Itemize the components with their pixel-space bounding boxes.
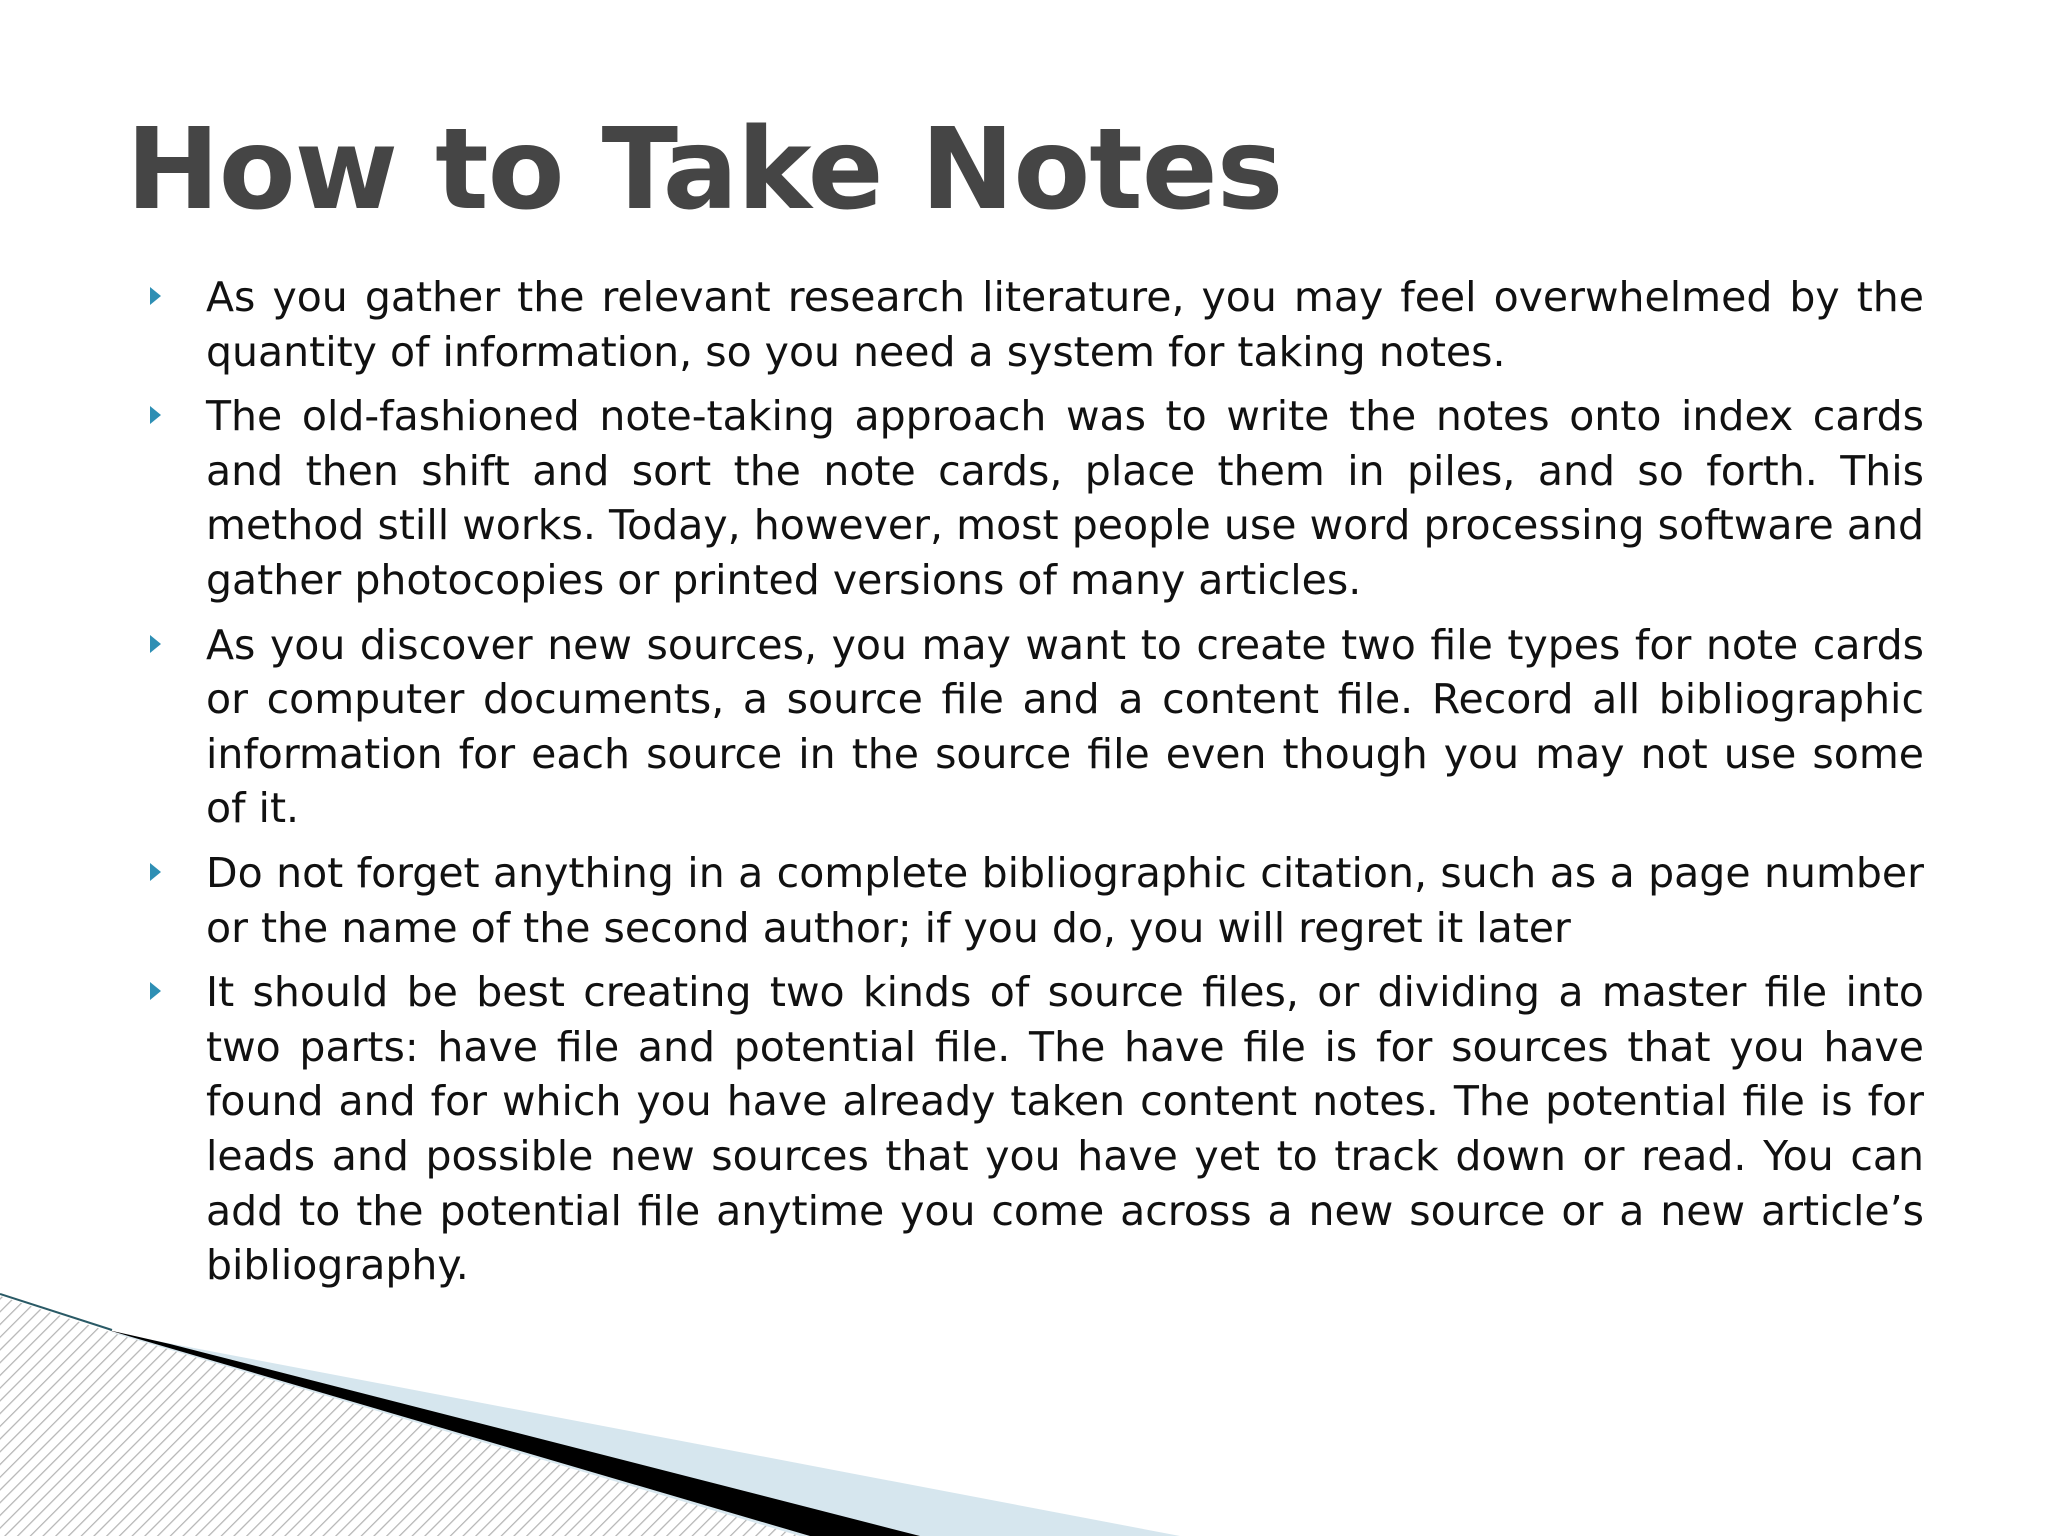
triangle-bullet-icon <box>150 982 161 1000</box>
triangle-bullet-icon <box>150 406 161 424</box>
bullet-item <box>140 846 1924 955</box>
bullet-text: As you gather the relevant research literature, you may feel overwhelmed by the quantity of information, so you need a system for taking notes. <box>206 273 1924 376</box>
triangle-bullet-icon <box>150 635 161 653</box>
bullet-text: Do not forget anything in a complete bibliographic citation, such as a page number or the name of the second author; if you do, you will regret it later <box>206 848 1924 952</box>
triangle-bullet-icon <box>150 287 161 305</box>
bullet-text: It should be best creating two kinds of source files, or dividing a master file into two parts: have file and potential file. The have file is for sources that you have found and for which you have already taken content notes. The potential file is for leads and possible new sources that you have yet to track down or read. You can add to the potential file anytime you come across a new source or a new article’s bibliography. <box>206 968 1924 1290</box>
slide-title: How to Take Notes <box>126 105 1283 235</box>
bullet-list <box>140 270 1924 1303</box>
triangle-bullet-icon <box>150 863 161 881</box>
bullet-item <box>140 965 1924 1293</box>
bullet-item <box>140 389 1924 607</box>
bullet-item <box>140 270 1924 379</box>
decorative-wedge-graphic <box>0 1260 2048 1536</box>
bullet-text: As you discover new sources, you may want to create two file types for note cards or computer documents, a source file and a content file. Record all bibliographic information for each source in the source file even though you may not use some of it. <box>206 620 1924 833</box>
bullet-item <box>140 618 1924 836</box>
bullet-text: The old-fashioned note-taking approach was to write the notes onto index cards and then shift and sort the note cards, place them in piles, and so forth. This method still works. Today, however, most people use word processing software and gather photocopies or printed versions of many articles. <box>206 392 1924 604</box>
